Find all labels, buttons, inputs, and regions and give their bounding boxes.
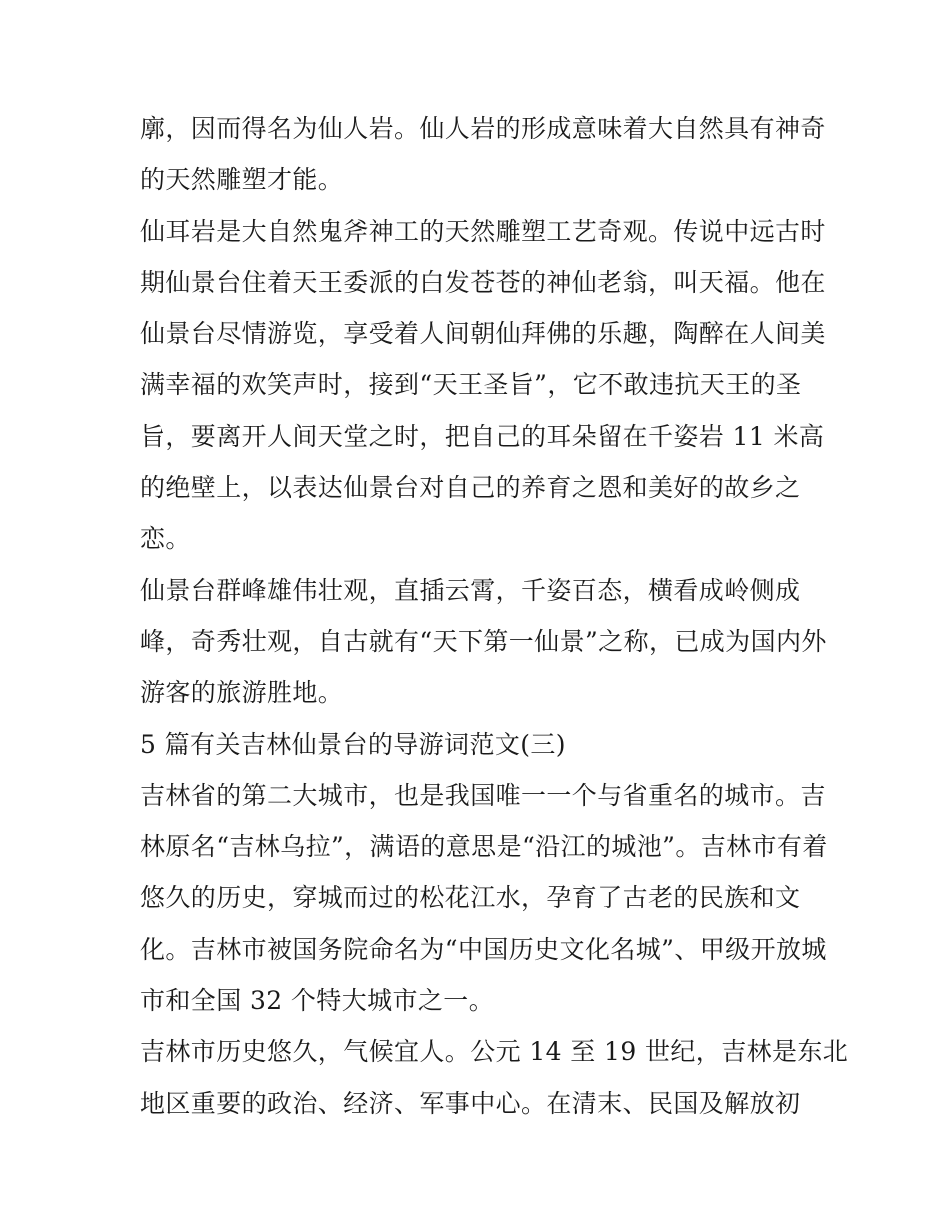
text-line: 吉林市历史悠久，气候宜人。公元 14 至 19 世纪，吉林是东北 <box>140 1037 849 1067</box>
text-line: 仙景台群峰雄伟壮观，直插云霄，千姿百态，横看成岭侧成 <box>140 575 801 605</box>
body-text <box>140 103 849 1129</box>
text-line: 恋。 <box>140 524 191 554</box>
text-line: 市和全国 32 个特大城市之一。 <box>140 986 495 1016</box>
section-heading: 5 篇有关吉林仙景台的导游词范文(三) <box>140 729 566 759</box>
text-line: 林原名“吉林乌拉”，满语的意思是“沿江的城池”。吉林市有着 <box>140 832 828 862</box>
text-line: 仙耳岩是大自然鬼斧神工的天然雕塑工艺奇观。传说中远古时 <box>140 216 826 246</box>
text-line: 化。吉林市被国务院命名为“中国历史文化名城”、甲级开放城 <box>140 934 827 964</box>
text-line: 的绝壁上，以表达仙景台对自己的养育之恩和美好的故乡之 <box>140 473 801 503</box>
text-line: 仙景台尽情游览，享受着人间朝仙拜佛的乐趣，陶醉在人间美 <box>140 319 826 349</box>
text-line: 期仙景台住着天王委派的白发苍苍的神仙老翁，叫天福。他在 <box>140 267 826 297</box>
text-line: 满幸福的欢笑声时，接到“天王圣旨”，它不敢违抗天王的圣 <box>140 370 802 400</box>
text-line: 游客的旅游胜地。 <box>140 678 344 708</box>
text-line: 旨，要离开人间天堂之时，把自己的耳朵留在千姿岩 11 米高 <box>140 421 825 451</box>
text-line: 悠久的历史，穿城而过的松花江水，孕育了古老的民族和文 <box>140 883 801 913</box>
text-line: 吉林省的第二大城市，也是我国唯一一个与省重名的城市。吉 <box>140 780 826 810</box>
text-line: 的天然雕塑才能。 <box>140 165 344 195</box>
text-line: 峰，奇秀壮观，自古就有“天下第一仙景”之称，已成为国内外 <box>140 626 827 656</box>
text-line: 地区重要的政治、经济、军事中心。在清末、民国及解放初 <box>140 1088 801 1118</box>
text-line: 廓，因而得名为仙人岩。仙人岩的形成意味着大自然具有神奇 <box>140 114 826 143</box>
